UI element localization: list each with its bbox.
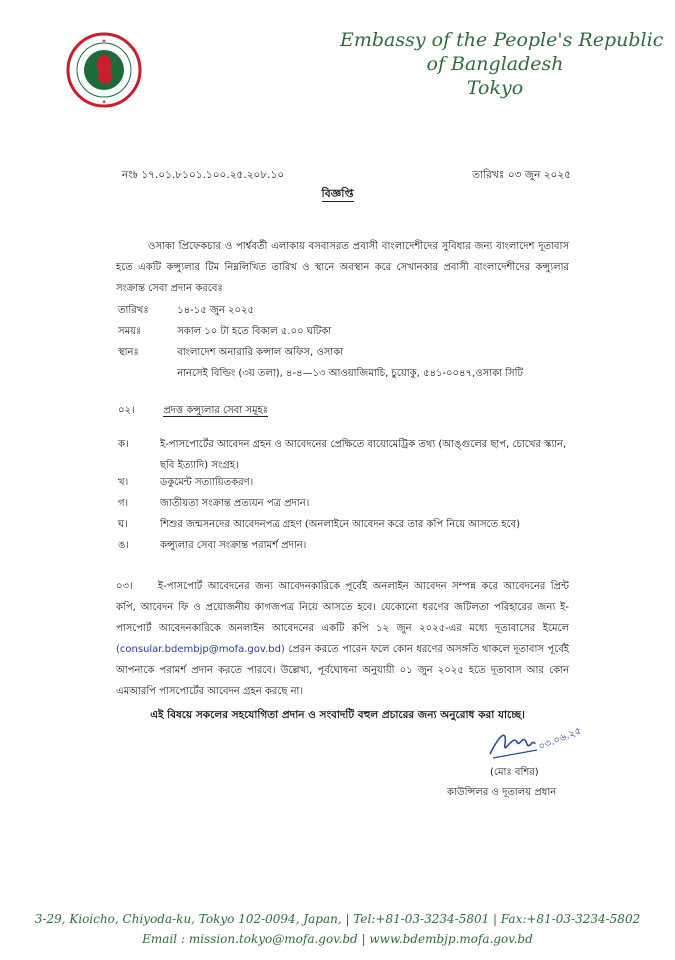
section-heading: প্রদত্ত কন্স্যুলার সেবা সমূহঃ bbox=[163, 405, 269, 416]
detail-place-address bbox=[118, 363, 523, 384]
notice-date: তারিখঃ ০৩ জুন ২০২৫ bbox=[472, 169, 571, 181]
detail-place-label: স্থানঃ bbox=[118, 347, 139, 358]
detail-time-value: সকাল ১০ টা হতে বিকাল ৫.০০ ঘটিকা bbox=[177, 326, 332, 337]
section-number: ০৩। bbox=[116, 581, 133, 592]
embassy-title-line1: Embassy of the People's Republic bbox=[340, 29, 664, 51]
detail-time bbox=[118, 321, 331, 342]
svg-text:✦: ✦ bbox=[101, 99, 107, 106]
signatory-designation: কাউন্সিলর ও দূতালয় প্রধান bbox=[447, 787, 557, 798]
services-heading bbox=[118, 400, 268, 421]
svg-text:✦: ✦ bbox=[101, 38, 107, 45]
detail-time-label: সময়ঃ bbox=[118, 326, 142, 337]
footer-address: 3-29, Kioicho, Chiyoda-ku, Tokyo 102-0094, Japan, | Tel:+81-03-3234-5801 | Fax:+81-03-3234-5802 bbox=[34, 912, 641, 926]
detail-place-value2: নানসেই বিল্ডিং (৩য় তলা), ৪-৪—১৩ আওয়াজিমাচি, চুয়োকু, ৫৪১-০০৪৭,ওসাকা সিটি bbox=[177, 368, 523, 379]
detail-date bbox=[118, 300, 254, 321]
embassy-title-line2: of Bangladesh bbox=[426, 53, 564, 75]
detail-place bbox=[118, 342, 343, 363]
detail-place-value1: বাংলাদেশ অনারারি কন্সাল অফিস, ওসাকা bbox=[177, 347, 344, 358]
consular-email-link[interactable]: (consular.bdembjp@mofa.gov.bd) bbox=[116, 644, 285, 655]
footer-email: Email : mission.tokyo@mofa.gov.bd | www.bdembjp.mofa.gov.bd bbox=[142, 932, 533, 946]
embassy-title-line3: Tokyo bbox=[466, 77, 524, 99]
notice-title: বিজ্ঞপ্তি bbox=[321, 187, 354, 200]
appeal-text: এই বিষয়ে সকলের সহযোগিতা প্রদান ও সংবাদটি বহুল প্রচারের জন্য অনুরোধ করা যাচ্ছে। bbox=[150, 709, 525, 721]
reference-number: নং৳ ১৭.০১.৮১০১.১০০.২৫.২০৮.১০ bbox=[122, 169, 285, 181]
section-number: ০২। bbox=[118, 405, 135, 416]
detail-date-value: ১৪-১৫ জুন ২০২৫ bbox=[177, 305, 255, 316]
signatory-name: (মোঃ বশির) bbox=[490, 767, 539, 778]
notice-page: ✦ ✦ Embassy of the People's Republic of Bangladesh Tokyo নং৳ ১৭.০১.৮১০১.১০০.২৫.২০৮.১০ তারিখঃ ০৩ জুন ২০২৫ বিজ্ঞপ্তি ওসাকা প্রিফেকচার ও পার্শ্ববর্তী এলাকায় বসবাসরত প্রবাসী বাংলাদেশীদের সুবিধার জন্য বাংলাদেশ দূতাবাস হতে একটি কন্স্যুলার টিম নিম্নলিখিত তারিখ ও স্থানে অবস্থান করে সেখানকার প্রবাসী বাংলাদেশীদের কন্স্যুলার সংক্রান্ত সেবা প্রদান করবেঃ তারিখঃ ১৪-১৫ জুন ২০২৫ সময়ঃ সকাল ১০ টা হতে বিকাল ৫.০০ ঘটিকা স্থানঃ বাংলাদেশ অনারারি কন্সাল অফিস, ওসাকা নানসেই বিল্ডিং (৩য় তলা), ৪-৪—১৩ আওয়াজিমাচি, চুয়োকু, ৫৪১-০০৪৭,ওসাকা সিটি ০২। প্রদত্ত কন্স্যুলার সেবা সমূহঃ ক। ই-পাসপোর্টের আবেদন গ্রহন ও আবেদনের প্রেক্ষিতে বায়োমেট্রিক তথ্য (আঙ্গুলের ছাপ, চোখের স্ক্যান, ছবি ইত্যাদি) সংগ্রহ। খ। ডকুমেন্ট সত্যায়িতকরণ। গ। জাতীয়তা সংক্রান্ত প্রত্যয়ন পত্র প্রদান। ঘ। শিশুর জন্মসনদের আবেদনপত্র গ্রহণ (অনলাইনে আবেদন করে তার কপি নিয়ে আসতে হবে) ঙ। কন্স্যুলার সেবা সংক্রান্ত পরামর্শ প্রদান। ০৩। ই-পাসপোর্ট আবেদনের জন্য আবেদনকারিকে পূর্বেই অনলাইন আবেদন সম্পন্ন করে আবেদনের প্রিন্ট কপি, আবেদন ফি ও প্রয়োজনীয় কাগজপত্র নিয়ে আসতে হবে। যেকোনো ধরণের জটিলতা পরিহারের জন্য ই-পাসপোর্ট আবেদনকারিকে অনলাইন আবেদনের একটি কপি ১২ জুন ২০২৫-এর মধ্যে দূতাবাসের ইমেলে (consular.bdembjp@mofa.gov.bd) প্রেরন করতে পারেন ফলে কোন ধরণের অসঙ্গতি থাকলে দূতাবাস পূর্বেই আপনাকে পরামর্শ প্রদান করতে পারবে। উল্লেখ্য, পূর্বঘোষনা অনুযায়ী ০১ জুন ২০২৫ হতে দূতাবাস আর কোন এমআরপি পাসপোর্টের আবেদন গ্রহন করছে না। এই বিষয়ে সকলের সহযোগিতা প্রদান ও সংবাদটি বহুল প্রচারের জন্য অনুরোধ করা যাচ্ছে। ০৩.০৬.২৫ (মোঃ বশির) কাউন্সিলর ও দূতালয় প্রধান 3-29, Kioicho, Chiyoda-ku, Tokyo 102-0094, Japan, | Tel:+81-03-3234-5801 | Fax:+81-03-3234-5802 Email : mission.tokyo@mofa.gov.bd | www.bdembjp.mofa.gov.bd bbox=[0, 0, 675, 960]
embassy-title bbox=[340, 28, 664, 100]
svg-text:০৩.০৬.২৫: ০৩.০৬.২৫ bbox=[537, 725, 584, 753]
passport-paragraph: ০৩। ই-পাসপোর্ট আবেদনের জন্য আবেদনকারিকে পূর্বেই অনলাইন আবেদন সম্পন্ন করে আবেদনের প্রিন্ট কপি, আবেদন ফি ও প্রয়োজনীয় কাগজপত্র নিয়ে আসতে হবে। যেকোনো ধরণের জটিলতা পরিহারের জন্য ই-পাসপোর্ট আবেদনকারিকে অনলাইন আবেদনের একটি কপি ১২ জুন ২০২৫-এর মধ্যে দূতাবাসের ইমেলে (consular.bdembjp@mofa.gov.bd) প্রেরন করতে পারেন ফলে কোন ধরণের অসঙ্গতি থাকলে দূতাবাস পূর্বেই আপনাকে পরামর্শ প্রদান করতে পারবে। উল্লেখ্য, পূর্বঘোষনা অনুযায়ী ০১ জুন ২০২৫ হতে দূতাবাস আর কোন এমআরপি পাসপোর্টের আবেদন গ্রহন করছে না। bbox=[116, 576, 569, 702]
intro-paragraph: ওসাকা প্রিফেকচার ও পার্শ্ববর্তী এলাকায় বসবাসরত প্রবাসী বাংলাদেশীদের সুবিধার জন্য বাংলাদেশ দূতাবাস হতে একটি কন্স্যুলার টিম নিম্নলিখিত তারিখ ও স্থানে অবস্থান করে সেখানকার প্রবাসী বাংলাদেশীদের কন্স্যুলার সংক্রান্ত সেবা প্রদান করবেঃ bbox=[116, 241, 569, 294]
detail-date-label: তারিখঃ bbox=[118, 305, 149, 316]
signature-icon bbox=[485, 714, 595, 764]
government-seal-icon bbox=[66, 32, 142, 108]
